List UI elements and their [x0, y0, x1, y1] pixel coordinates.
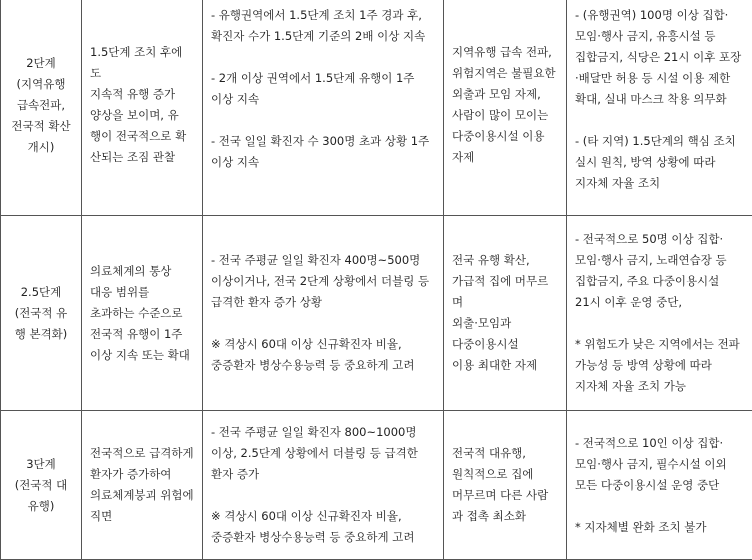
stage-desc: (전국적 대 유행) [7, 475, 75, 517]
behavior-text: 전국적 대유행, 원칙적으로 집에 머무르며 다른 사람 과 접촉 최소화 [452, 443, 558, 527]
stage-desc: (전국적 유 행 본격화) [7, 303, 75, 345]
behavior-cell [444, 0, 567, 216]
criteria-item: - 유행권역에서 1.5단계 조치 1주 경과 후, 확진자 수가 1.5단계 기준의 2배 이상 지속 [211, 5, 435, 47]
stage-cell [1, 0, 82, 216]
criteria-cell [203, 216, 444, 411]
behavior-text: 전국 유행 확산, 가급적 집에 머무르 며 외출·모임과 다중이용시설 이용 최대한 자제 [452, 250, 558, 376]
situation-text: 전국적으로 급격하게 환자가 증가하여 의료체계붕괴 위험에 직면 [90, 443, 194, 527]
rule-item: - 전국적으로 50명 이상 집합·모임·행사 금지, 노래연습장 등 집합금지, 주요 다중이용시설 21시 이후 운영 중단, [575, 229, 744, 313]
stage-cell [1, 216, 82, 411]
rules-cell [567, 216, 752, 411]
situation-text: 의료체계의 통상 대응 범위를 초과하는 수준으로 전국적 유행이 1주 이상 지속 또는 확대 [90, 261, 194, 366]
rules-cell [567, 0, 752, 216]
rule-item: * 위험도가 낮은 지역에서는 전파 가능성 등 방역 상황에 따라 지자체 자율 조치 가능 [575, 334, 744, 397]
criteria-cell [203, 411, 444, 560]
rule-item: - 전국적으로 10인 이상 집합·모임·행사 금지, 필수시설 이외 모든 다중이용시설 운영 중단 [575, 433, 744, 496]
criteria-item: ※ 격상시 60대 이상 신규확진자 비율, 중증환자 병상수용능력 등 중요하게 고려 [211, 506, 435, 548]
table-row [1, 0, 752, 216]
situation-cell [82, 0, 203, 216]
rule-item: * 지자체별 완화 조치 불가 [575, 517, 744, 538]
criteria-cell [203, 0, 444, 216]
rules-cell [567, 411, 752, 560]
criteria-item: - 2개 이상 권역에서 1.5단계 유행이 1주 이상 지속 [211, 68, 435, 110]
criteria-item: - 전국 주평균 일일 확진자 400명~500명 이상이거나, 전국 2단계 상황에서 더블링 등 급격한 환자 증가 상황 [211, 250, 435, 313]
situation-cell [82, 411, 203, 560]
stage-name-line: 3단계 [7, 454, 75, 475]
table-row [1, 216, 752, 411]
stage-cell [1, 411, 82, 560]
rule-item: - (유행권역) 100명 이상 집합·모임·행사 금지, 유흥시설 등 집합금지, 식당은 21시 이후 포장·배달만 허용 등 시설 이용 제한 확대, 실내 마스크 착용 의무화 [575, 5, 744, 110]
stage-desc: (지역유행 급속전파, 전국적 확산 개시) [7, 74, 75, 158]
behavior-cell [444, 216, 567, 411]
criteria-item: - 전국 주평균 일일 확진자 800~1000명 이상, 2.5단계 상황에서 더블링 등 급격한 환자 증가 [211, 422, 435, 485]
rule-item: - (타 지역) 1.5단계의 핵심 조치 실시 원칙, 방역 상황에 따라 지자체 자율 조치 [575, 131, 744, 194]
behavior-text: 지역유행 급속 전파, 위험지역은 불필요한 외출과 모임 자제, 사람이 많이 모이는 다중이용시설 이용 자제 [452, 42, 558, 168]
stage-name-line: 2.5단계 [7, 282, 75, 303]
criteria-item: ※ 격상시 60대 이상 신규확진자 비율, 중증환자 병상수용능력 등 중요하게 고려 [211, 334, 435, 376]
table-row [1, 411, 752, 560]
behavior-cell [444, 411, 567, 560]
situation-text: 1.5단계 조치 후에 도 지속적 유행 증가 양상을 보이며, 유 행이 전국적으로 확 산되는 조짐 관찰 [90, 42, 194, 168]
situation-cell [82, 216, 203, 411]
criteria-item: - 전국 일일 확진자 수 300명 초과 상황 1주 이상 지속 [211, 131, 435, 173]
stage-name-line: 2단계 [7, 53, 75, 74]
